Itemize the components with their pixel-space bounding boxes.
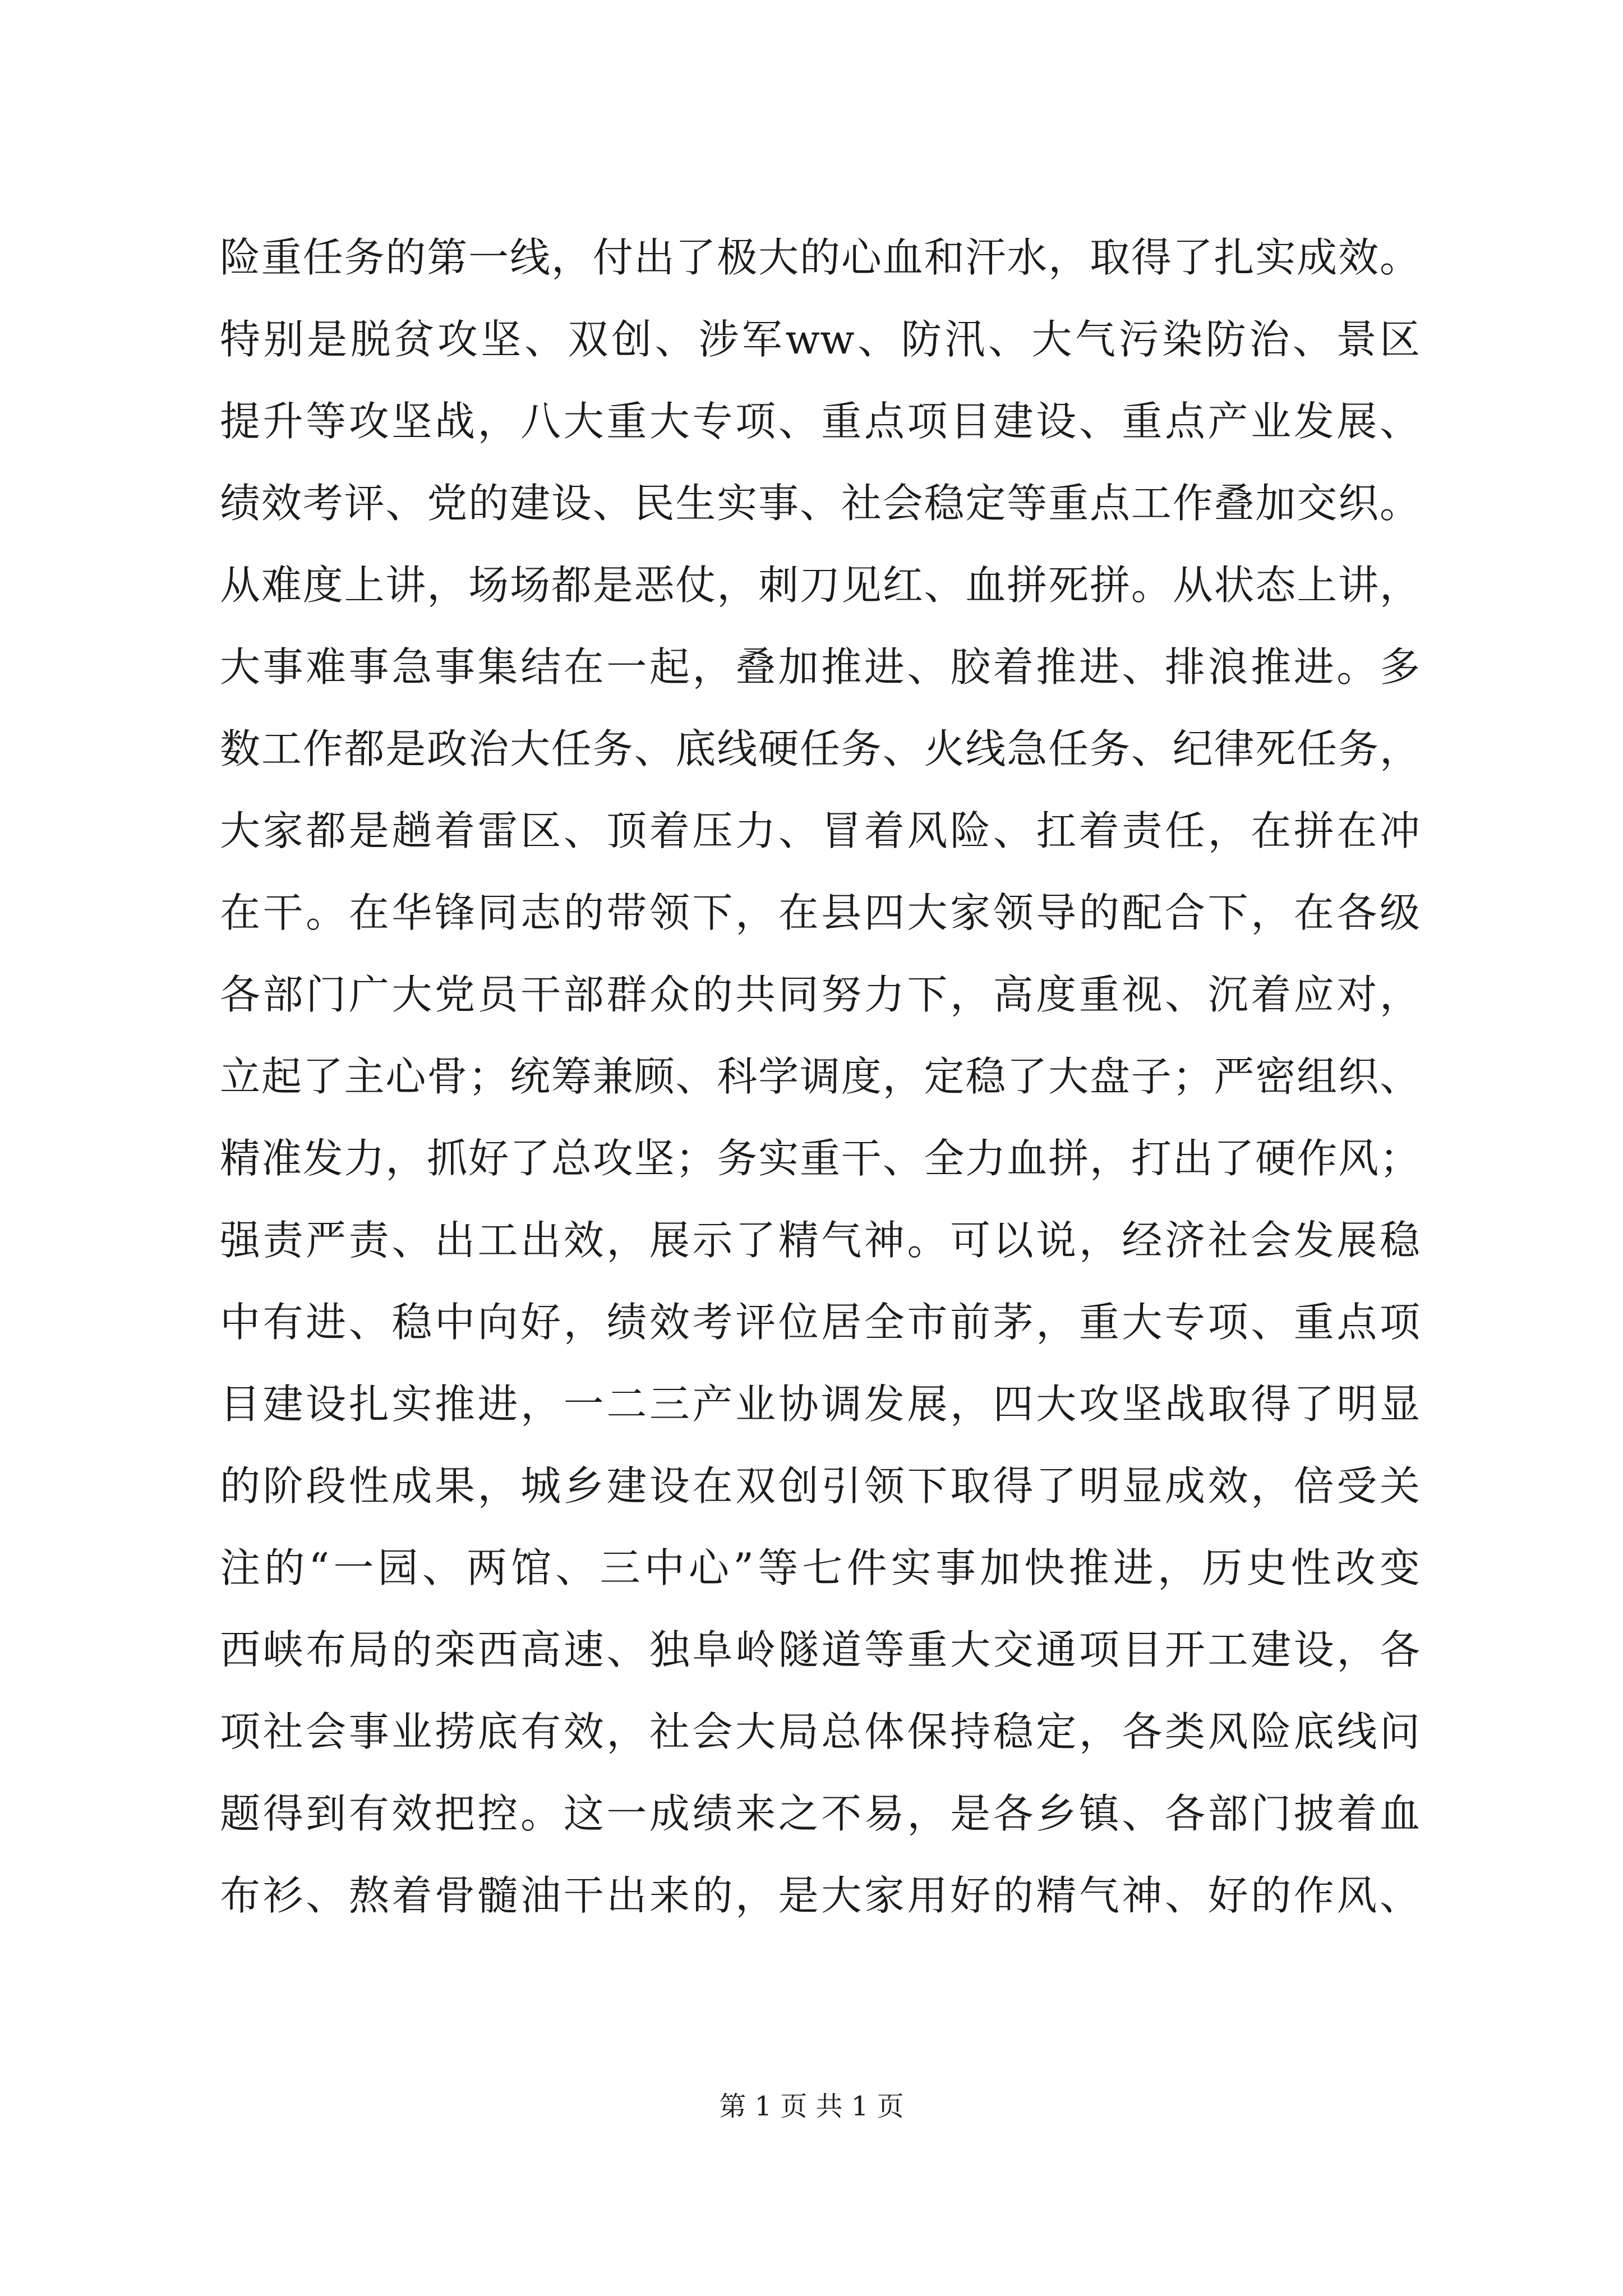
text-line: 西峡布局的栾西高速、独阜岭隧道等重大交通项目开工建设，各 bbox=[220, 1626, 1420, 1673]
text-line: 绩效考评、党的建设、民生实事、社会稳定等重点工作叠加交织。 bbox=[220, 480, 1420, 527]
text-line: 目建设扎实推进，一二三产业协调发展，四大攻坚战取得了明显 bbox=[220, 1381, 1420, 1428]
text-line: 险重任务的第一线，付出了极大的心血和汗水，取得了扎实成效。 bbox=[220, 234, 1420, 281]
text-line: 特别是脱贫攻坚、双创、涉军ww、防汛、大气污染防治、景区 bbox=[220, 316, 1420, 363]
text-line: 数工作都是政治大任务、底线硬任务、火线急任务、纪律死任务， bbox=[220, 725, 1420, 772]
body-text bbox=[220, 217, 1420, 1936]
text-line: 题得到有效把控。这一成绩来之不易，是各乡镇、各部门披着血 bbox=[220, 1790, 1420, 1837]
text-line: 各部门广大党员干部群众的共同努力下，高度重视、沉着应对， bbox=[220, 971, 1420, 1018]
text-line: 立起了主心骨；统筹兼顾、科学调度，定稳了大盘子；严密组织、 bbox=[220, 1053, 1420, 1100]
text-line: 注的“一园、两馆、三中心”等七件实事加快推进，历史性改变 bbox=[220, 1544, 1420, 1591]
text-line: 从难度上讲，场场都是恶仗，刺刀见红、血拼死拼。从状态上讲， bbox=[220, 562, 1420, 609]
text-line: 在干。在华锋同志的带领下，在县四大家领导的配合下，在各级 bbox=[220, 889, 1420, 936]
text-line: 提升等攻坚战，八大重大专项、重点项目建设、重点产业发展、 bbox=[220, 398, 1420, 445]
text-line: 精准发力，抓好了总攻坚；务实重干、全力血拼，打出了硬作风； bbox=[220, 1135, 1420, 1182]
page-footer: 第 1 页 共 1 页 bbox=[719, 2091, 904, 2122]
text-line: 中有进、稳中向好，绩效考评位居全市前茅，重大专项、重点项 bbox=[220, 1299, 1420, 1346]
text-line: 布衫、熬着骨髓油干出来的，是大家用好的精气神、好的作风、 bbox=[220, 1872, 1420, 1919]
text-line: 项社会事业捞底有效，社会大局总体保持稳定，各类风险底线问 bbox=[220, 1708, 1420, 1755]
text-line: 大事难事急事集结在一起，叠加推进、胶着推进、排浪推进。多 bbox=[220, 643, 1420, 691]
text-line: 大家都是趟着雷区、顶着压力、冒着风险、扛着责任，在拼在冲 bbox=[220, 807, 1420, 854]
text-line: 强责严责、出工出效，展示了精气神。可以说，经济社会发展稳 bbox=[220, 1217, 1420, 1264]
text-line: 的阶段性成果，城乡建设在双创引领下取得了明显成效，倍受关 bbox=[220, 1462, 1420, 1510]
